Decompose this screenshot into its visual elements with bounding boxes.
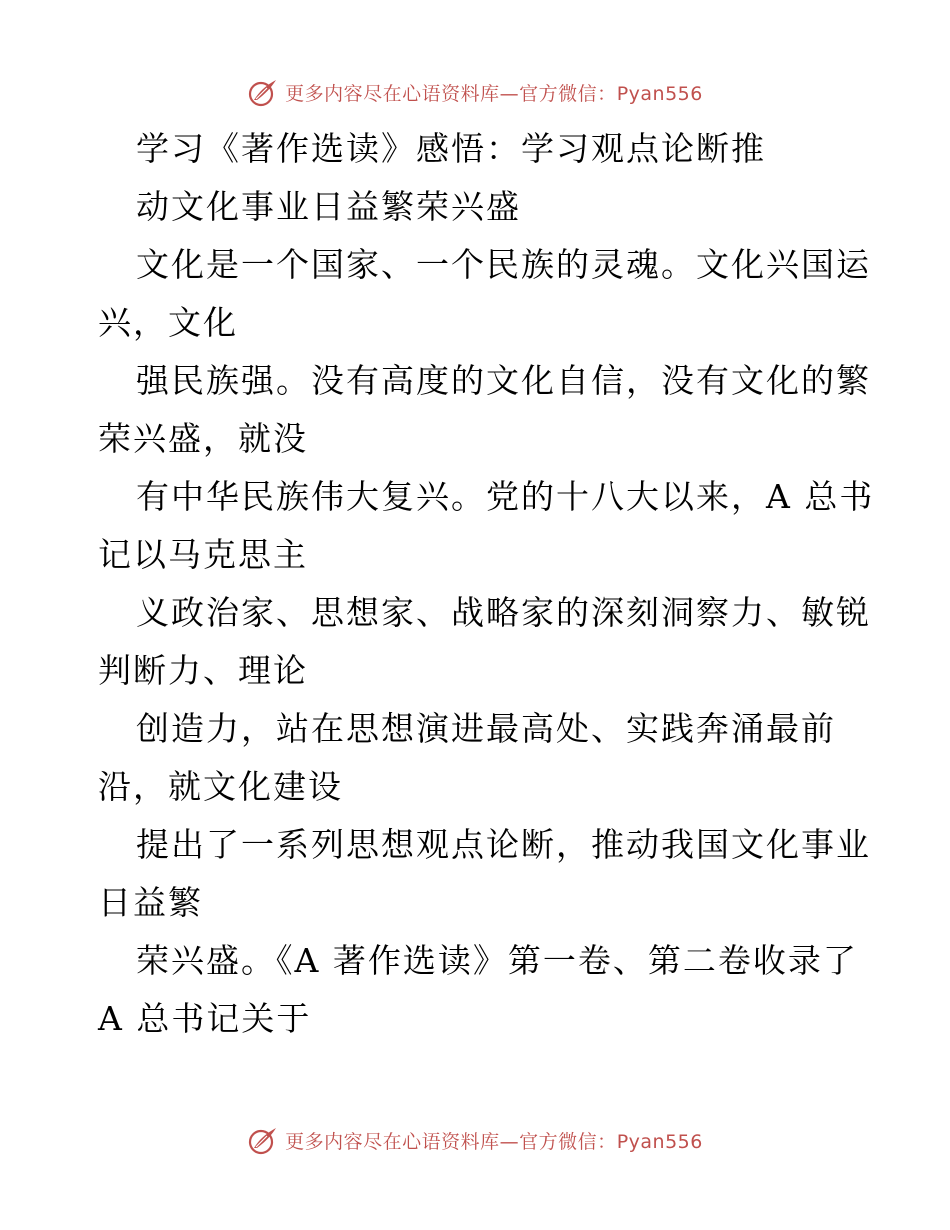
header-banner xyxy=(0,72,950,112)
paragraph-line: 日益繁 xyxy=(98,883,203,922)
document-body xyxy=(98,120,898,1048)
paragraph-line: 学习《著作选读》感悟：学习观点论断推 xyxy=(136,129,766,168)
paragraph-line: 荣兴盛，就没 xyxy=(98,419,308,458)
paragraph-line: 文化是一个国家、一个民族的灵魂。文化兴国运 xyxy=(136,245,871,284)
paragraph-line: 义政治家、思想家、战略家的深刻洞察力、敏锐 xyxy=(136,593,871,632)
banner-dash: — xyxy=(499,82,520,105)
paragraph-line: 荣兴盛。《A 著作选读》第一卷、第二卷收录了 xyxy=(136,941,858,980)
banner-official-label: 官方微信： xyxy=(519,82,617,105)
quill-logo-icon xyxy=(247,1124,279,1156)
banner-text xyxy=(285,1127,703,1154)
banner-official-label: 官方微信： xyxy=(519,1130,617,1153)
paragraph-line: 判断力、理论 xyxy=(98,651,308,690)
paragraph-line: 强民族强。没有高度的文化自信，没有文化的繁 xyxy=(136,361,871,400)
banner-site-name: 更多内容尽在心语资料库 xyxy=(285,1130,500,1153)
paragraph-line: 兴，文化 xyxy=(98,303,238,342)
paragraph-line: 动文化事业日益繁荣兴盛 xyxy=(136,187,521,226)
paragraph-line: 沿，就文化建设 xyxy=(98,767,343,806)
banner-dash: — xyxy=(499,1130,520,1153)
paragraph-line: 有中华民族伟大复兴。党的十八大以来，A 总书 xyxy=(136,477,875,516)
paragraph-line: A 总书记关于 xyxy=(98,999,312,1038)
banner-account: Pyan556 xyxy=(616,82,703,105)
banner-account: Pyan556 xyxy=(616,1130,703,1153)
banner-site-name: 更多内容尽在心语资料库 xyxy=(285,82,500,105)
footer-banner xyxy=(0,1120,950,1160)
paragraph-line: 创造力，站在思想演进最高处、实践奔涌最前 xyxy=(136,709,836,748)
paragraph-line: 提出了一系列思想观点论断，推动我国文化事业 xyxy=(136,825,871,864)
paragraph-line: 记以马克思主 xyxy=(98,535,308,574)
banner-text xyxy=(285,79,703,106)
quill-logo-icon xyxy=(247,76,279,108)
